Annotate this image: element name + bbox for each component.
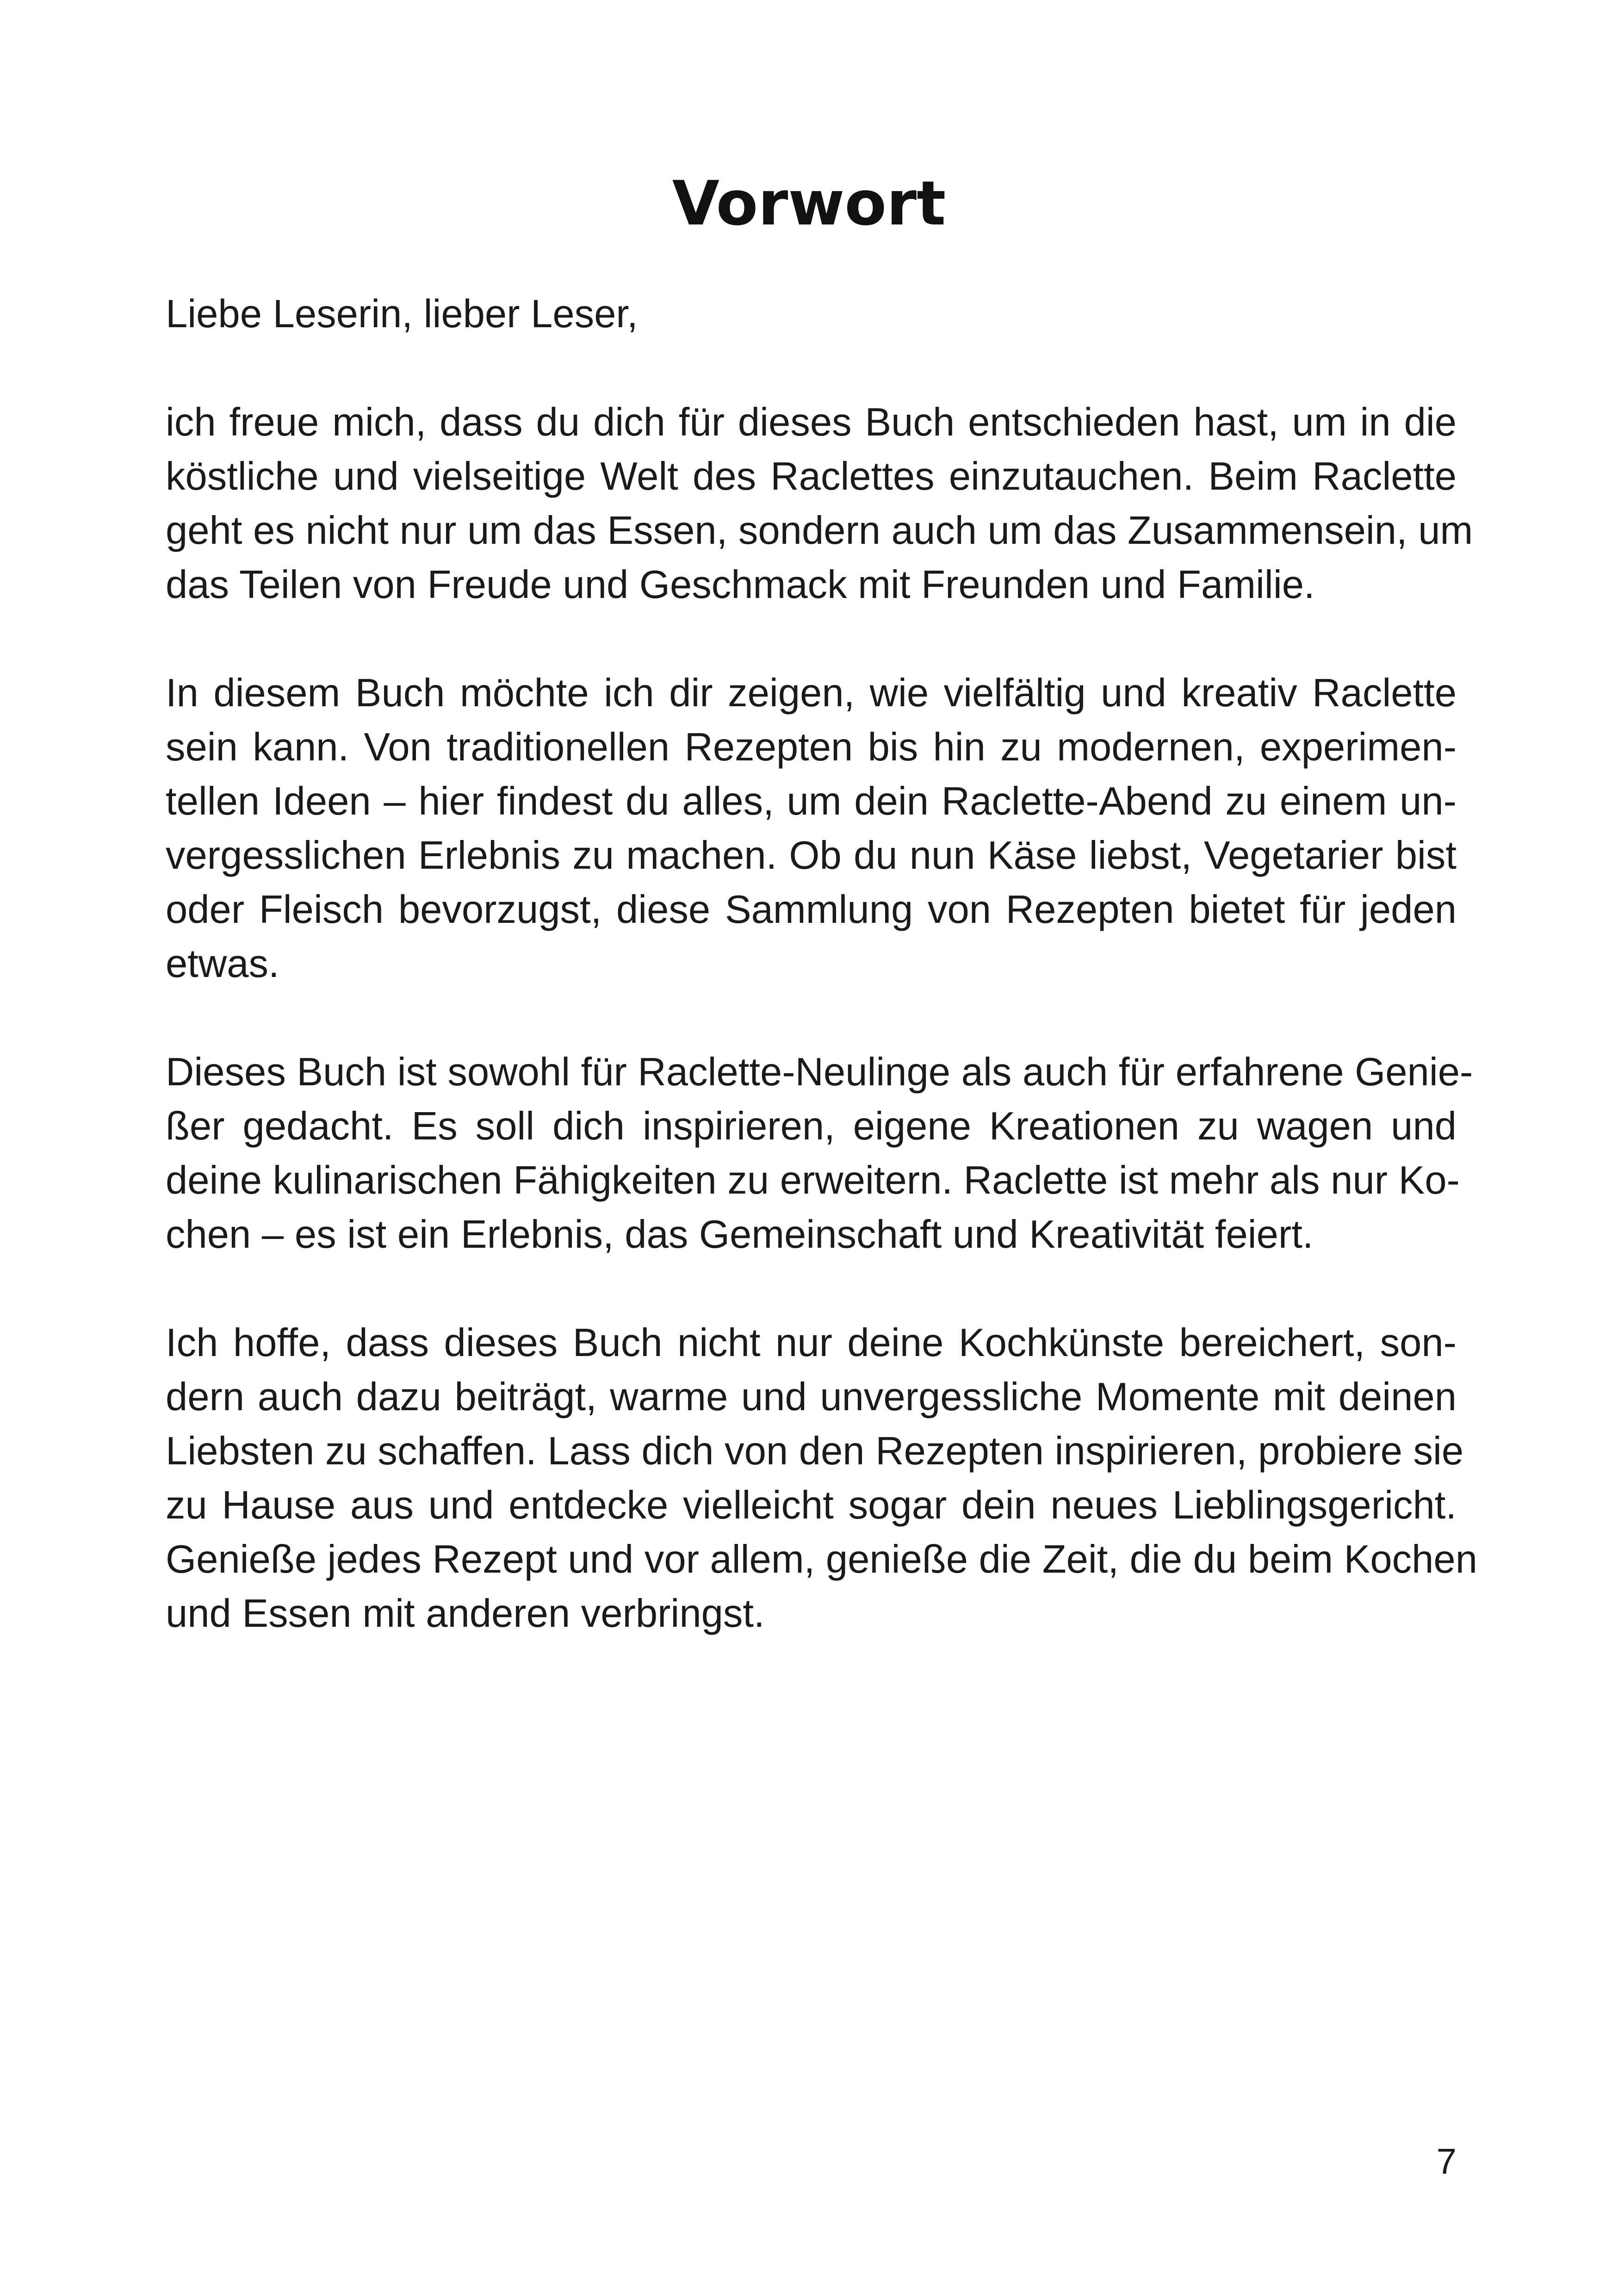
text-line: Dieses Buch ist sowohl für Raclette-Neulinge als auch für erfahrene Genie- [166, 1050, 1473, 1094]
text-line: sein kann. Von traditionellen Rezepten bis hin zu modernen, experimen- [166, 725, 1457, 769]
paragraph-3 [166, 1045, 1473, 1262]
page-number: 7 [1436, 2141, 1457, 2182]
text-line: und Essen mit anderen verbringst. [166, 1592, 765, 1636]
paragraph-2 [166, 666, 1457, 991]
body-text [166, 287, 1477, 1695]
paragraph-4 [166, 1316, 1477, 1641]
paragraph-1 [166, 395, 1473, 612]
page-title: Vorwort [672, 168, 946, 239]
text-line: zu Hause aus und entdecke vielleicht sogar dein neues Lieblingsgericht. [166, 1483, 1457, 1527]
text-line: Genieße jedes Rezept und vor allem, genieße die Zeit, die du beim Kochen [166, 1537, 1477, 1581]
salutation: Liebe Leserin, lieber Leser, [166, 292, 638, 336]
text-line: Liebsten zu schaffen. Lass dich von den Rezepten inspirieren, probiere sie [166, 1429, 1464, 1473]
text-line: geht es nicht nur um das Essen, sondern auch um das Zusammensein, um [166, 509, 1473, 553]
text-line: das Teilen von Freude und Geschmack mit Freunden und Familie. [166, 563, 1315, 607]
text-line: chen – es ist ein Erlebnis, das Gemeinschaft und Kreativität feiert. [166, 1213, 1314, 1257]
text-line: etwas. [166, 942, 279, 986]
text-line: ich freue mich, dass du dich für dieses Buch entschieden hast, um in die [166, 400, 1457, 444]
text-line: deine kulinarischen Fähigkeiten zu erweitern. Raclette ist mehr als nur Ko- [166, 1158, 1460, 1202]
text-line: Ich hoffe, dass dieses Buch nicht nur deine Kochkünste bereichert, son- [166, 1321, 1457, 1365]
text-line: köstliche und vielseitige Welt des Raclettes einzutauchen. Beim Raclette [166, 454, 1457, 498]
text-line: vergesslichen Erlebnis zu machen. Ob du nun Käse liebst, Vegetarier bist [166, 834, 1457, 877]
text-line: ßer gedacht. Es soll dich inspirieren, eigene Kreationen zu wagen und [166, 1104, 1457, 1148]
text-line: In diesem Buch möchte ich dir zeigen, wie vielfältig und kreativ Raclette [166, 671, 1457, 715]
text-line: dern auch dazu beiträgt, warme und unvergessliche Momente mit deinen [166, 1375, 1457, 1419]
text-line: tellen Ideen – hier findest du alles, um dein Raclette-Abend zu einem un- [166, 779, 1457, 823]
text-line: oder Fleisch bevorzugst, diese Sammlung von Rezepten bietet für jeden [166, 888, 1457, 932]
